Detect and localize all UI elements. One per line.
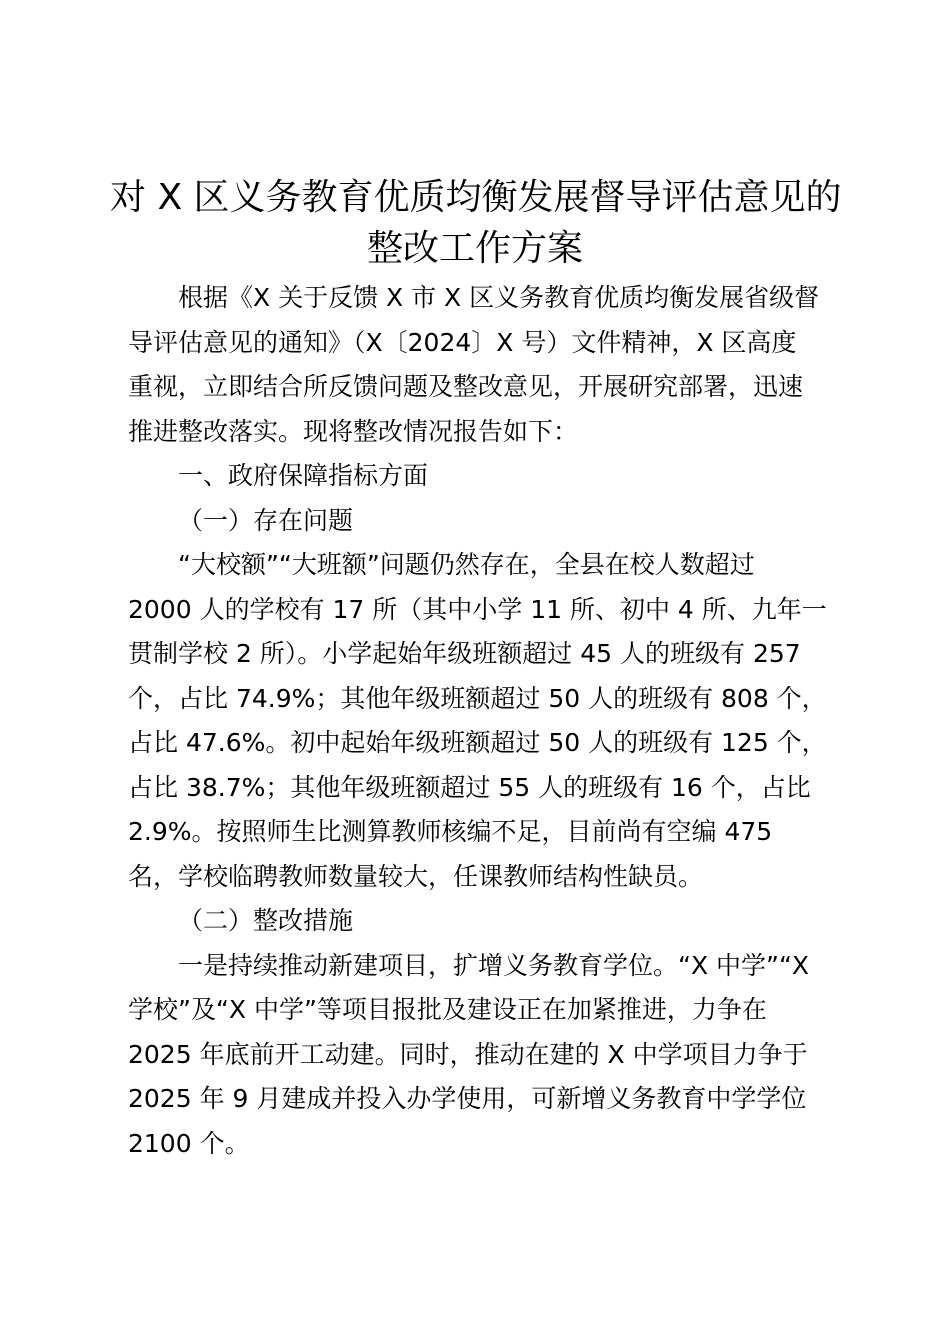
paragraph-line: 导评估意见的通知》（X〔2024〕X 号）文件精神，X 区高度 <box>128 328 797 357</box>
section-heading: 一、政府保障指标方面 <box>178 461 429 490</box>
paragraph-line: 根据《X 关于反馈 X 市 X 区义务教育优质均衡发展省级督 <box>178 283 820 312</box>
paragraph-line: 2.9%。按照师生比测算教师核编不足，目前尚有空编 475 <box>128 817 773 846</box>
subsection-heading: （一）存在问题 <box>178 506 354 535</box>
paragraph-line: 2025 年 9 月建成并投入办学使用，可新增义务教育中学学位 <box>128 1084 807 1113</box>
subsection-heading: （二）整改措施 <box>178 906 354 935</box>
paragraph-line: 贯制学校 2 所）。小学起始年级班额超过 45 人的班级有 257 <box>128 639 801 668</box>
paragraph-line: 占比 47.6%。初中起始年级班额超过 50 人的班级有 125 个， <box>128 728 827 757</box>
paragraph-line: 学校”及“X 中学”等项目报批及建设正在加紧推进，力争在 <box>128 995 767 1024</box>
paragraph-line: 推进整改落实。现将整改情况报告如下： <box>128 417 579 446</box>
document-title-line-2: 整改工作方案 <box>366 228 583 269</box>
paragraph-line: 个，占比 74.9%；其他年级班额超过 50 人的班级有 808 个， <box>128 684 827 713</box>
paragraph-line: 2100 个。 <box>128 1129 250 1158</box>
paragraph-line: 名，学校临聘教师数量较大，任课教师结构性缺员。 <box>128 862 704 891</box>
paragraph-line: 2000 人的学校有 17 所（其中小学 11 所、初中 4 所、九年一 <box>128 595 827 624</box>
paragraph-line: 重视，立即结合所反馈问题及整改意见，开展研究部署，迅速 <box>128 372 804 401</box>
paragraph-line: 2025 年底前开工动建。同时，推动在建的 X 中学项目力争于 <box>128 1040 808 1069</box>
paragraph-line: 一是持续推动新建项目，扩增义务教育学位。“X 中学”“X <box>178 951 810 980</box>
document-title-line-1: 对 X 区义务教育优质均衡发展督导评估意见的 <box>110 177 842 218</box>
paragraph-line: 占比 38.7%；其他年级班额超过 55 人的班级有 16 个，占比 <box>128 773 811 802</box>
paragraph-line: “大校额”“大班额”问题仍然存在，全县在校人数超过 <box>178 550 755 579</box>
